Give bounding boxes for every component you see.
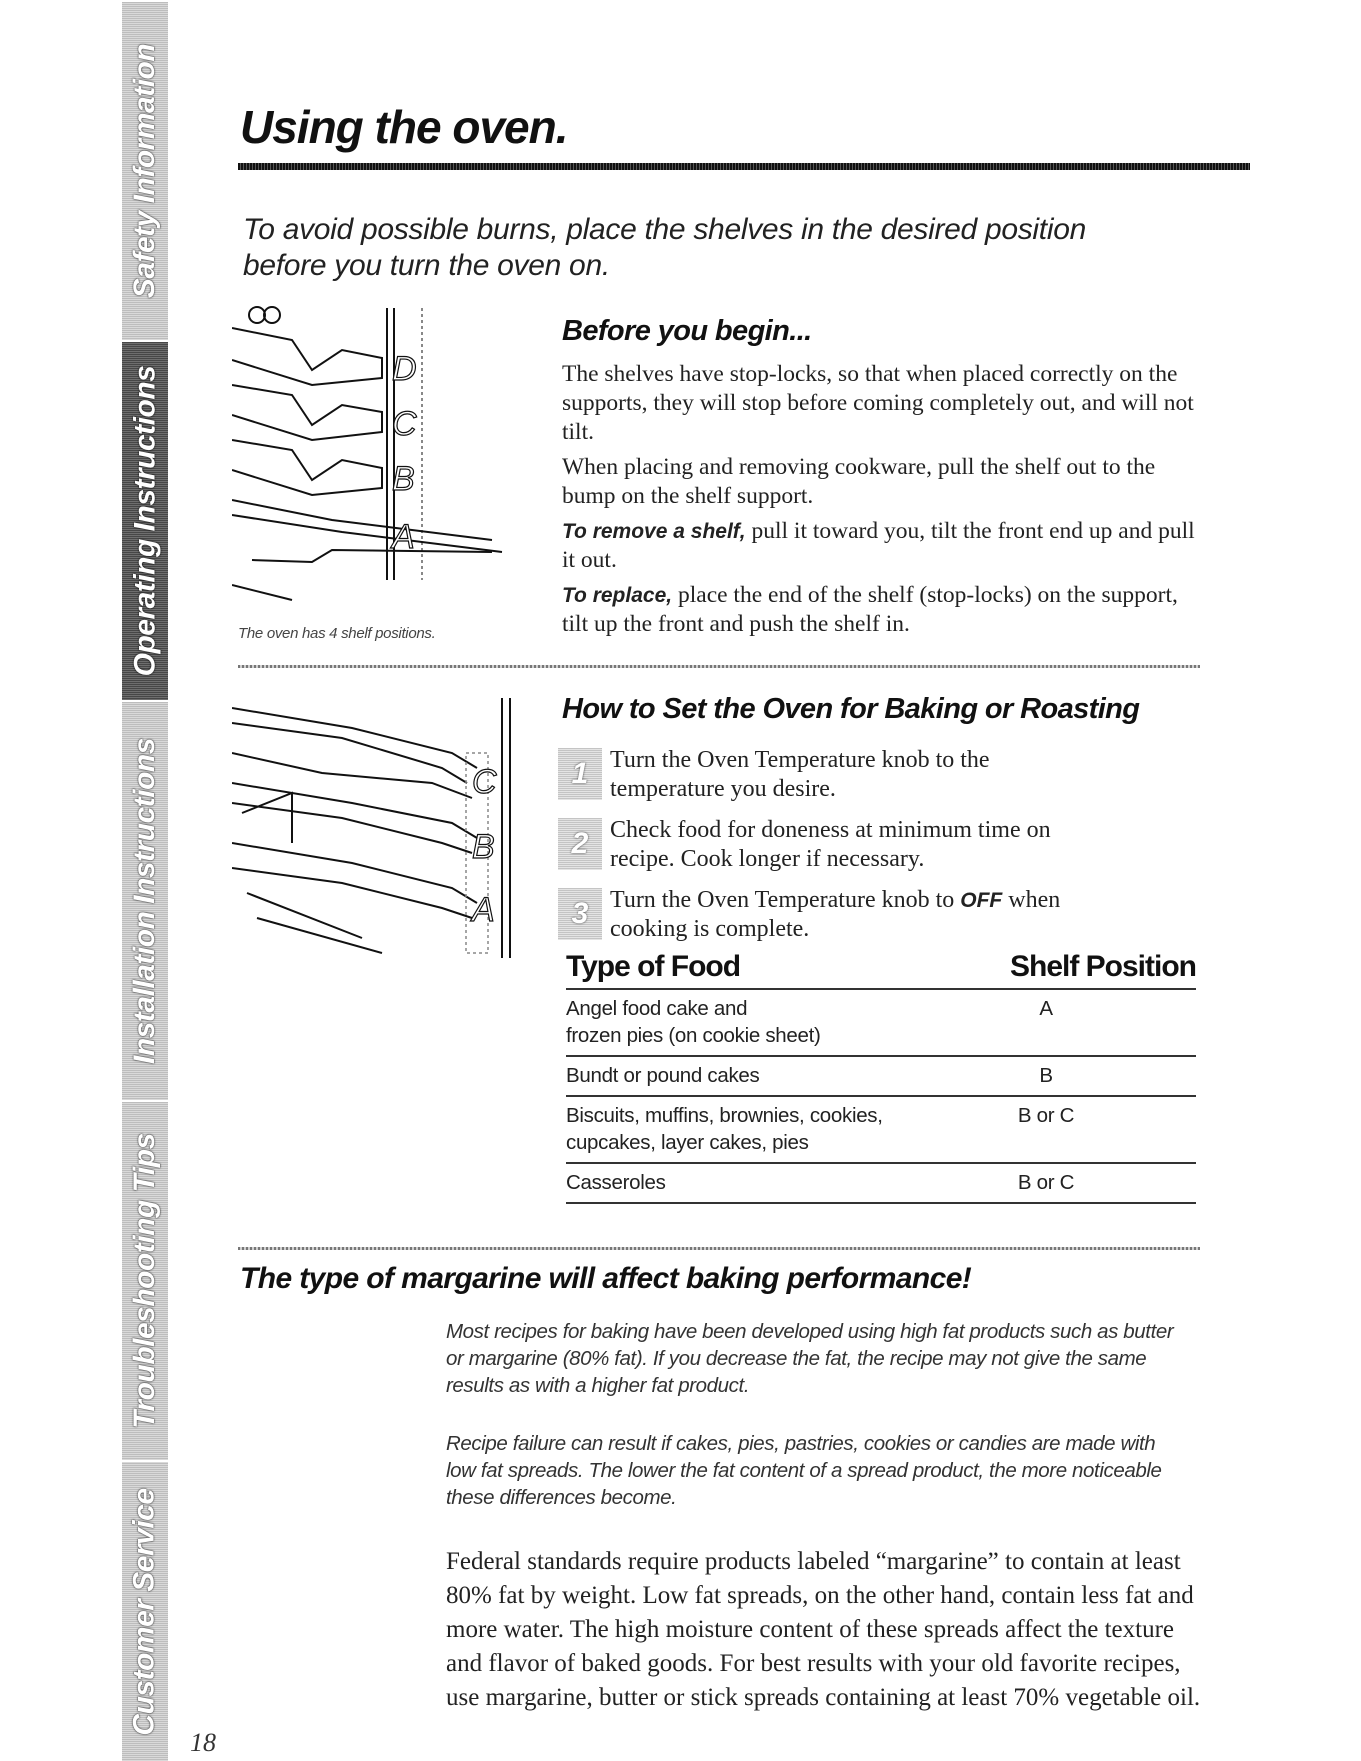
page-number: 18 [190, 1728, 216, 1757]
intro-warning: To avoid possible burns, place the shelves in the desired position before you turn the oven on. [243, 213, 1086, 282]
table-header [566, 950, 1196, 990]
shelf-label-a: A [392, 518, 415, 556]
tab-troubleshooting-tips[interactable] [122, 1100, 168, 1460]
tab-label: Safety Information [128, 43, 161, 299]
remove-lead-in: To remove a shelf, [562, 520, 746, 543]
shelf-label-d: D [392, 350, 417, 388]
col-shelf-position: Shelf Position [1009, 950, 1196, 983]
margarine-heading: The type of margarine will affect baking performance! [240, 1262, 972, 1295]
off-setting: OFF [960, 889, 1003, 912]
table-row [566, 1164, 1196, 1204]
step-line: Turn the Oven Temperature knob to [610, 887, 961, 913]
before-paragraph-4 [562, 581, 1202, 639]
step-text [610, 816, 1170, 874]
table-row [566, 1057, 1196, 1097]
tab-operating-instructions[interactable] [122, 340, 168, 700]
position-cell: B [1039, 1064, 1053, 1087]
before-paragraph-3 [562, 517, 1202, 575]
tab-installation-instructions[interactable] [122, 700, 168, 1100]
position-cell: A [1039, 997, 1053, 1020]
step-number: 3 [558, 888, 602, 940]
food-cell: Bundt or pound cakes [566, 1064, 760, 1087]
step-line: temperature you desire. [610, 776, 836, 802]
baking-heading: How to Set the Oven for Baking or Roasting [562, 693, 1140, 725]
before-paragraph-2: When placing and removing cookware, pull the shelf out to the bump on the shelf support. [562, 454, 1156, 509]
shelf-position-table [566, 950, 1196, 1204]
tab-label: Troubleshooting Tips [128, 1133, 161, 1429]
step-line: Check food for doneness at minimum time on [610, 817, 1051, 843]
table-row [566, 990, 1196, 1057]
page-title: Using the oven. [240, 101, 568, 153]
shelf-label-b: B [392, 460, 415, 498]
section-sidebar [122, 0, 168, 1761]
section-divider [238, 665, 1200, 668]
position-cell: B or C [1017, 1104, 1075, 1127]
food-line: Biscuits, muffins, brownies, cookies, [566, 1104, 883, 1127]
tab-customer-service[interactable] [122, 1460, 168, 1761]
table-row [566, 1097, 1196, 1164]
food-cell [566, 995, 986, 1049]
food-cell: Casseroles [566, 1171, 666, 1194]
oven-shelves-figure [232, 693, 532, 963]
food-line: frozen pies (on cookie sheet) [566, 1024, 821, 1047]
replace-text: place the end of the shelf (stop-locks) on the support, tilt up the front and push the shelf in. [562, 582, 1178, 637]
figure-caption: The oven has 4 shelf positions. [238, 625, 436, 642]
shelf-label-b: B [472, 828, 495, 866]
shelf-label-c: C [392, 405, 417, 443]
step-number: 1 [558, 748, 602, 800]
tab-label: Customer Service [128, 1487, 161, 1736]
before-body [562, 360, 1202, 645]
step-text [610, 746, 1170, 804]
step-line: recipe. Cook longer if necessary. [610, 846, 925, 872]
col-type-of-food: Type of Food [566, 950, 741, 983]
margarine-note-2: Recipe failure can result if cakes, pies, pastries, cookies or candies are made with low fat spreads. The lower the fat content of a spread product, the more noticeable these differences become. [446, 1432, 1162, 1509]
shelf-label-c: C [472, 763, 497, 801]
tab-label: Operating Instructions [128, 365, 162, 677]
replace-lead-in: To replace, [562, 584, 673, 607]
margarine-body: Federal standards require products labeled “margarine” to contain at least 80% fat by weight. Low fat spreads, on the other hand, contain less fat and more water. The high moisture content of these spreads affect the texture and flavor of baked goods. For best results with your old favorite recipes, use margarine, butter or stick spreads containing at least 70% vegetable oil. [446, 1548, 1201, 1711]
step-number: 2 [558, 818, 602, 870]
before-heading: Before you begin... [562, 315, 812, 347]
food-line: Angel food cake and [566, 997, 748, 1020]
food-line: cupcakes, layer cakes, pies [566, 1131, 809, 1154]
before-paragraph-1: The shelves have stop-locks, so that when placed correctly on the supports, they will stop before coming completely out, and will not tilt. [562, 361, 1194, 445]
step-text [610, 886, 1170, 944]
remove-text: pull it toward you, tilt the front end up and pull it out. [562, 518, 1195, 573]
margarine-note-1: Most recipes for baking have been developed using high fat products such as butter or margarine (80% fat). If you decrease the fat, the recipe may not give the same results as with a higher fat product. [446, 1320, 1174, 1397]
step-line: when [1002, 887, 1061, 913]
tab-label: Installation Instructions [128, 738, 161, 1064]
section-divider [238, 1247, 1200, 1250]
shelf-label-a: A [472, 891, 495, 929]
title-rule [238, 163, 1250, 170]
tab-safety-information[interactable] [122, 0, 168, 340]
food-cell [566, 1102, 986, 1156]
step-line: Turn the Oven Temperature knob to the [610, 747, 990, 773]
position-cell: B or C [1017, 1171, 1075, 1194]
step-line: cooking is complete. [610, 916, 810, 942]
shelf-positions-figure [232, 300, 532, 620]
